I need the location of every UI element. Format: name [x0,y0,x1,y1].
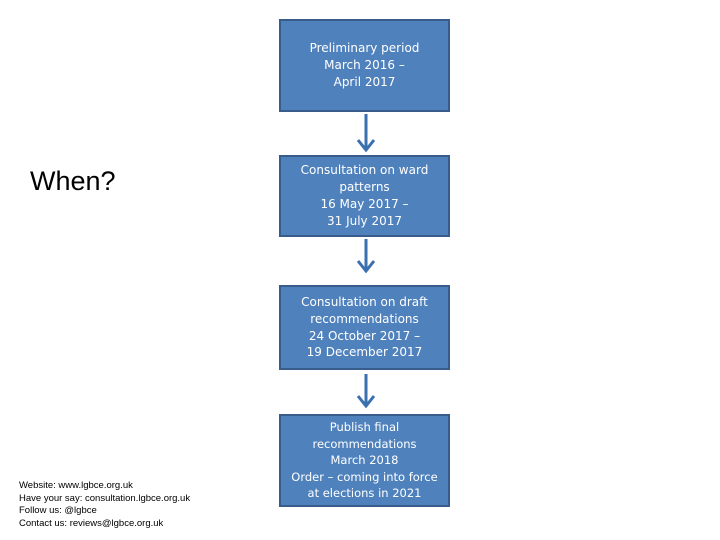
step-draft-recommendations-consultation [279,285,450,370]
step-text-line: Preliminary period [309,41,420,56]
step-ward-patterns-consultation [279,155,450,237]
step-text-line: 16 May 2017 – [320,197,409,211]
step-text-line: recommendations [312,436,417,451]
step-text-line: recommendations [310,311,419,326]
step-text-line: Order – coming into force [291,469,438,484]
follow-us-text: Follow us: @lgbce [19,505,97,516]
slide-heading: When? [30,166,116,196]
step-text-line: at elections in 2021 [307,486,422,501]
step-text-line: patterns [339,180,390,195]
contact-us-text: Contact us: reviews@lgbce.org.uk [19,517,164,529]
step-text-line: April 2017 [333,74,396,89]
website-text: Website: www.lgbce.org.uk [19,480,133,491]
step-text-line: March 2016 – [324,58,405,73]
have-your-say-text: Have your say: consultation.lgbce.org.uk [19,492,191,504]
step-text-line: 19 December 2017 [306,345,423,360]
step-text-line: March 2018 [330,453,399,468]
contact-details [19,480,190,530]
step-text-line: 31 July 2017 [326,213,403,228]
arrow-down-icon [356,239,376,275]
arrow-down-icon [356,114,376,154]
step-text-line: Publish final [329,420,400,435]
step-preliminary-period [279,19,450,112]
step-text-line: 24 October 2017 – [308,328,421,343]
arrow-down-icon [356,374,376,410]
step-text-line: Consultation on draft [301,294,428,309]
step-text-line: Consultation on ward [300,163,429,178]
step-publish-final-recommendations [279,414,450,507]
